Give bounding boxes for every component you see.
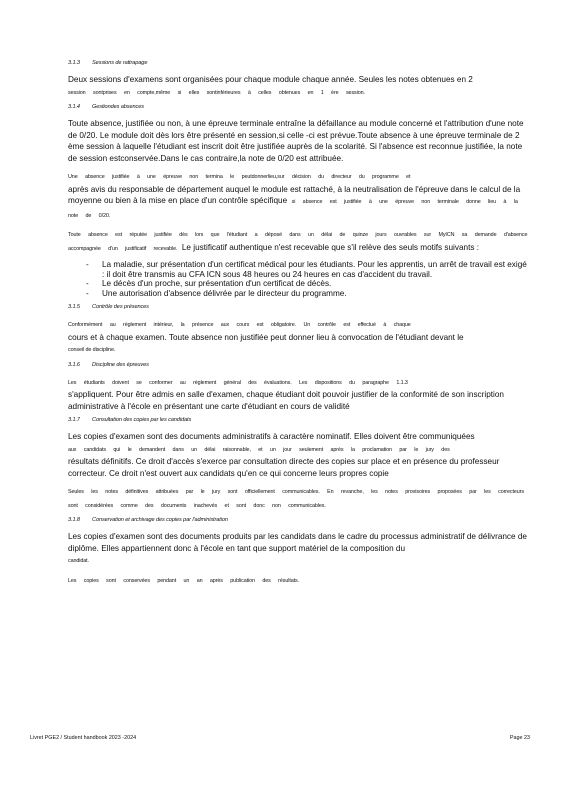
paragraph-small-text: Les copies sont conservées pendant un an après publication des résultats. (68, 577, 300, 584)
section-number: 3.1.6 (68, 361, 80, 368)
paragraph-text: cours et à chaque examen. Toute absence non justifiée peut donner lieu à convocation de l'étudiant devant le (68, 332, 464, 342)
section-title: Contrôle des présences (92, 304, 149, 310)
paragraph-small-text: conseil de discipline. (68, 347, 116, 353)
paragraph-small-text: Conformément au règlement intérieur, la présence aux cours est obligatoire. Un contrôle est effectué à chaque (68, 322, 411, 328)
paragraph (68, 317, 530, 356)
paragraph (68, 430, 530, 478)
section-discipline-epreuves (68, 362, 530, 412)
paragraph-small-text: Les étudiants doivent se conformer au règlement général des évaluations. Les dispositions du paragraphe 1.1.3 (68, 379, 408, 386)
paragraph-text: Les copies d'examen sont des documents produits par les candidats dans le cadre du processus administratif de délivrance de diplôme. Elles appartiennent donc à l'école en tant que support matériel de la composition du (68, 532, 527, 553)
paragraph-small-text: Toute absence est réputée justifiée dès lors que l'étudiant a déposé dans un délai de quinze jours ouvrables sur MyICN sa demande d'absence accompagnée d'un justificatif recevable. (68, 232, 528, 252)
paragraph (68, 375, 530, 412)
paragraph (68, 73, 530, 98)
footer-handbook-label: Livret PGE2 / Student handbook 2023 -2024 (30, 735, 137, 741)
section-number: 3.1.3 (68, 60, 80, 66)
paragraph-small-text: candidat. (68, 558, 89, 564)
section-consultation-copies (68, 417, 530, 511)
section-number: 3.1.7 (68, 417, 80, 423)
document-page (68, 60, 530, 592)
paragraph-text: Le justificatif authentique n'est recevable que s'il relève des seuls motifs suivants : (181, 242, 479, 252)
paragraph-text: Deux sessions d'examens sont organisées pour chaque module chaque année. Seules les notes obtenues en 2 (68, 75, 473, 84)
section-number: 3.1.4 (68, 104, 80, 110)
paragraph (68, 484, 530, 511)
section-title: Consultation des copies par les candidats (92, 417, 192, 423)
section-heading (68, 60, 530, 66)
section-title: Discipline des épreuves (92, 361, 149, 368)
list-item: - Le décès d'un proche, sur présentation d'un certificat de décès. (68, 279, 530, 289)
section-heading (68, 417, 530, 423)
paragraph (68, 530, 530, 567)
section-title: Sessions de rattrapage (92, 60, 148, 66)
paragraph-text: résultats définitifs. Ce droit d'accès s'exerce par consultation directe des copies sur place et en présence du professeur correcteur. Ce droit n'est ouvert aux candidats qu'en ce qui concerne leurs propres copie (68, 457, 500, 478)
list-item: - La maladie, sur présentation d'un certificat médical pour les étudiants. Pour les apprentis, un arrêt de travail est exigé : il doit être transmis au CFA ICN sous 48 heures ou 24 heures en cas d'accident du travail. (68, 260, 530, 279)
section-heading (68, 304, 530, 310)
section-sessions-rattrapage (68, 60, 530, 98)
paragraph (68, 573, 530, 587)
section-title: Conservation et archivage des copies par l'administration (92, 517, 228, 523)
page-footer (30, 735, 530, 745)
bullet-list (68, 260, 530, 298)
paragraph-text: Les copies d'examen sont des documents administratifs à caractère nominatif. Elles doivent être communiquées (68, 432, 475, 441)
page-number: Page 23 (509, 735, 530, 741)
paragraph (68, 117, 530, 163)
paragraph-small-text: aux candidats qui le demandent dans un délai raisonnable, et un jour seulement après la proclamation par le jury des (68, 446, 450, 453)
paragraph-small-text: Seules les notes définitives attribuées par le jury sont officiellement communicables. En revanche, les notes provisoires proposées par les correcteurs sont considérées comme des documents inachevés et sont donc non communicables. (68, 489, 524, 509)
paragraph-text: Toute absence, justifiée ou non, à une épreuve terminale entraîne la défaillance au module concerné et l'attribution d'une note de 0/20. Le module doit dès lors être présenté en session,si celle -ci est prévue.Toute absence à une épreuve terminale de 2 ème session à laquelle l'étudiant est inscrit doit être justifiée auprès de la scolarité. Si l'absence est reconnue justifiée, la note de session estconservée.Dans le cas contraire,la note de 0/20 est attribuée. (68, 119, 524, 163)
list-item: - Une autorisation d'absence délivrée par le directeur du programme. (68, 289, 530, 299)
section-gestion-absences (68, 104, 530, 298)
section-heading (68, 104, 530, 110)
section-conservation-archivage (68, 517, 530, 586)
section-title: Gestiondes absences (92, 104, 144, 110)
paragraph (68, 169, 530, 221)
paragraph-text: s'appliquent. Pour être admis en salle d'examen, chaque étudiant doit pouvoir justifier de la conformité de son inscription administrative à l'école en présentant une carte d'étudiant en cours de validité (68, 390, 504, 411)
section-heading (68, 517, 530, 523)
paragraph (68, 227, 530, 254)
paragraph-small-text: Une absence justifiée à une épreuve non termina le peutdonnerlieu,sur décision du directeur du programme et (68, 174, 411, 180)
section-heading (68, 362, 530, 368)
section-number: 3.1.8 (68, 517, 80, 523)
section-number: 3.1.5 (68, 304, 80, 310)
section-controle-presences (68, 304, 530, 356)
paragraph-text: après avis du responsable de département auquel le module est rattaché, à la neutralisation de l'épreuve dans le calcul de la moyenne ou bien à la mise en place d'un contrôle spécifique (68, 184, 521, 205)
paragraph-small-text: session sontprises en compte,même si elles sontinférieures à celles obtenues en 1 ère session. (68, 89, 365, 96)
paragraph-small-text: si absence est justifiée à une épreuve non terminale donne lieu à la note de 0/20. (68, 199, 518, 219)
